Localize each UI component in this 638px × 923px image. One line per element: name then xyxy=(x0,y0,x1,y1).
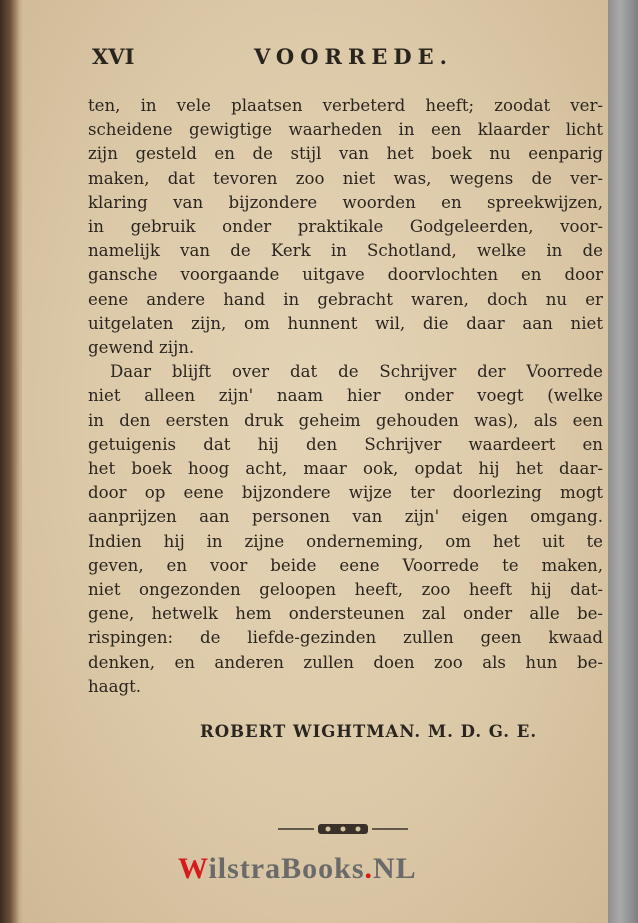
text-line: zijn gesteld en de stijl van het boek nu eenparig xyxy=(88,144,603,164)
signature: ROBERT WIGHTMAN. M. D. G. E. xyxy=(200,722,538,741)
watermark-tld: NL xyxy=(373,852,417,885)
text-line: ten, in vele plaatsen verbeterd heeft; zoodat ver- xyxy=(88,96,603,115)
text-line: niet alleen zijn' naam hier onder voegt (welke xyxy=(88,386,603,406)
text-line: niet ongezonden geloopen heeft, zoo heeft hij dat- xyxy=(88,580,603,600)
text-line: aanprijzen aan personen van zijn' eigen omgang. xyxy=(88,507,603,527)
next-page-edge xyxy=(608,0,638,923)
watermark-name: ilstraBooks xyxy=(208,852,365,885)
text-line: namelijk van de Kerk in Schotland, welke in de xyxy=(88,241,603,261)
text-line: getuigenis dat hij den Schrijver waardeert en xyxy=(88,434,603,454)
body-text xyxy=(88,94,603,699)
ornament-divider-icon xyxy=(278,820,408,838)
text-line: het boek hoog acht, maar ook, opdat hij het daar- xyxy=(88,459,603,479)
watermark-dot: . xyxy=(364,852,373,885)
text-line: geven, en voor beide eene Voorrede te maken, xyxy=(88,555,603,575)
text-line: denken, en anderen zullen doen zoo als hun be- xyxy=(88,652,603,672)
text-line: gewend zijn. xyxy=(88,338,195,358)
text-line: eene andere hand in gebracht waren, doch nu er xyxy=(88,289,603,309)
watermark-initial: W xyxy=(178,852,209,885)
text-line: in gebruik onder praktikale Godgeleerden, voor- xyxy=(88,217,603,237)
text-line: rispingen: de liefde-gezinden zullen geen kwaad xyxy=(88,628,603,648)
text-line: maken, dat tevoren zoo niet was, wegens de ver- xyxy=(88,168,603,188)
text-line: klaring van bijzondere woorden en spreekwijzen, xyxy=(88,192,603,212)
text-line: uitgelaten zijn, om hunnent wil, die daar aan niet xyxy=(88,313,603,333)
text-line: scheidene gewigtige waarheden in een klaarder licht xyxy=(88,120,603,140)
page-number: XVI xyxy=(92,44,135,69)
text-line: gene, hetwelk hem ondersteunen zal onder alle be- xyxy=(88,604,603,624)
paragraph-2 xyxy=(88,360,603,699)
watermark-logo xyxy=(178,852,478,892)
text-line: haagt. xyxy=(88,676,142,696)
text-line: in den eersten druk geheim gehouden was), als een xyxy=(88,410,603,430)
text-line: Indien hij in zijne onderneming, om het uit te xyxy=(88,531,603,551)
text-line: Daar blijft over dat de Schrijver der Voorrede xyxy=(110,362,603,382)
paragraph-1 xyxy=(88,94,603,360)
page-header xyxy=(92,44,472,78)
text-line: door op eene bijzondere wijze ter doorlezing mogt xyxy=(88,483,603,503)
page-title: VOORREDE. xyxy=(254,44,453,69)
text-line: gansche voorgaande uitgave doorvlochten en door xyxy=(88,265,603,285)
